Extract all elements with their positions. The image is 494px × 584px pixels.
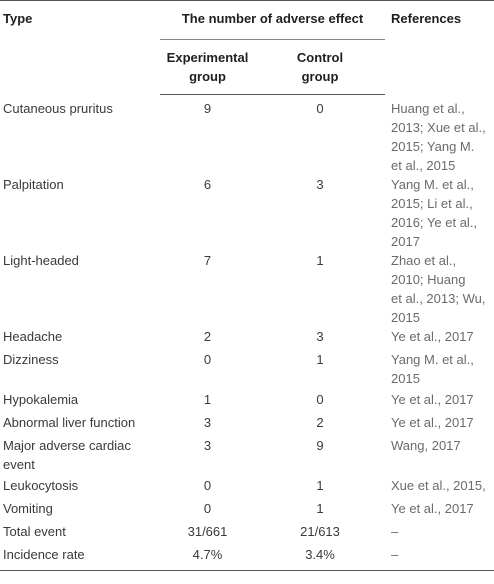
control-header-line1: Control bbox=[296, 50, 344, 65]
cell-experimental-count: 4.7% bbox=[160, 545, 255, 571]
cell-type: Vomiting bbox=[3, 500, 53, 516]
table-row bbox=[0, 350, 494, 390]
column-header-adverse-effect-count: The number of adverse effect bbox=[160, 1, 385, 40]
cell-references bbox=[385, 413, 494, 436]
experimental-header-line1: Experimental bbox=[166, 50, 249, 65]
cell-control-count: 9 bbox=[316, 437, 324, 453]
reference-line: et al., 2013; Wu, bbox=[391, 290, 486, 306]
reference-line: Ye et al., 2017 bbox=[391, 500, 474, 516]
cell-references bbox=[385, 175, 494, 251]
reference-line: Ye et al., 2017 bbox=[391, 328, 474, 344]
experimental-header-line2: group bbox=[189, 69, 226, 84]
cell-experimental-count: 9 bbox=[203, 101, 212, 116]
reference-line: 2015; Yang M. bbox=[391, 138, 475, 154]
cell-experimental-count: 0 bbox=[203, 351, 212, 367]
table-row bbox=[0, 413, 494, 436]
column-header-type: Type bbox=[0, 1, 160, 95]
cell-type: Leukocytosis bbox=[3, 477, 79, 493]
cell-control-count: 2 bbox=[316, 414, 324, 430]
reference-line: 2017 bbox=[391, 233, 420, 249]
column-header-references: References bbox=[385, 1, 494, 95]
cell-type-line: Major adverse cardiac bbox=[3, 437, 131, 453]
cell-control-count: 3 bbox=[316, 176, 324, 192]
table-header bbox=[0, 1, 494, 95]
reference-line: 2015 bbox=[391, 309, 420, 325]
reference-line: Ye et al., 2017 bbox=[391, 414, 474, 430]
table-row bbox=[0, 327, 494, 350]
cell-control-count: 3 bbox=[316, 328, 324, 344]
cell-experimental-count: 0 bbox=[203, 500, 212, 516]
reference-line: – bbox=[391, 523, 399, 539]
cell-references bbox=[385, 390, 494, 413]
table-row bbox=[0, 545, 494, 571]
cell-type bbox=[0, 436, 160, 476]
reference-line: et al., 2015 bbox=[391, 157, 456, 173]
cell-control-count: 1 bbox=[316, 252, 324, 268]
cell-references bbox=[385, 545, 494, 571]
cell-references bbox=[385, 327, 494, 350]
cell-type: Total event bbox=[3, 523, 66, 539]
reference-line: Xue et al., 2015, bbox=[391, 477, 486, 493]
cell-control-count: 1 bbox=[316, 477, 324, 493]
cell-references bbox=[385, 95, 494, 175]
cell-control-count: 1 bbox=[316, 351, 324, 367]
reference-line: – bbox=[391, 546, 399, 562]
reference-line: Yang M. et al., bbox=[391, 351, 474, 367]
cell-control-count: 0 bbox=[316, 391, 324, 407]
reference-line: Zhao et al., bbox=[391, 252, 457, 268]
table-row bbox=[0, 476, 494, 499]
cell-type: Abnormal liver function bbox=[3, 414, 136, 430]
cell-experimental-count: 31/661 bbox=[187, 523, 228, 539]
cell-control-count: 0 bbox=[316, 101, 324, 116]
cell-control-count: 21/613 bbox=[300, 523, 340, 539]
column-header-control-group bbox=[255, 40, 385, 95]
cell-type: Palpitation bbox=[3, 176, 64, 192]
cell-references bbox=[385, 476, 494, 499]
reference-line: 2015; Li et al., bbox=[391, 195, 473, 211]
cell-type: Cutaneous pruritus bbox=[3, 100, 113, 116]
cell-references bbox=[385, 251, 494, 327]
cell-control-count: 3.4% bbox=[255, 545, 385, 571]
reference-line: 2016; Ye et al., bbox=[391, 214, 478, 230]
reference-line: Huang et al., bbox=[391, 100, 465, 116]
cell-experimental-count: 2 bbox=[203, 328, 212, 344]
cell-experimental-count: 0 bbox=[203, 477, 212, 493]
column-header-experimental-group bbox=[160, 40, 255, 95]
cell-references bbox=[385, 436, 494, 476]
cell-type: Incidence rate bbox=[0, 545, 160, 571]
reference-line: 2013; Xue et al., bbox=[391, 119, 486, 135]
reference-line: Yang M. et al., bbox=[391, 176, 474, 192]
control-header-line2: group bbox=[301, 69, 339, 84]
cell-references bbox=[385, 350, 494, 390]
cell-experimental-count: 6 bbox=[203, 176, 212, 192]
cell-type: Headache bbox=[3, 328, 63, 344]
cell-type: Light-headed bbox=[3, 252, 79, 268]
reference-line: Wang, 2017 bbox=[391, 437, 461, 453]
reference-line: 2010; Huang bbox=[391, 271, 466, 287]
table-row bbox=[0, 175, 494, 251]
cell-experimental-count: 3 bbox=[203, 414, 212, 430]
table-row bbox=[0, 251, 494, 327]
cell-experimental-count: 7 bbox=[203, 252, 212, 268]
cell-references bbox=[385, 499, 494, 522]
reference-line: 2015 bbox=[391, 370, 420, 386]
cell-type: Dizziness bbox=[3, 351, 59, 367]
cell-experimental-count: 1 bbox=[203, 391, 212, 407]
cell-type: Hypokalemia bbox=[3, 391, 79, 407]
table-row bbox=[0, 95, 494, 175]
cell-control-count: 1 bbox=[316, 500, 324, 516]
cell-experimental-count: 3 bbox=[203, 437, 212, 453]
table-row bbox=[0, 499, 494, 522]
reference-line: Ye et al., 2017 bbox=[391, 391, 474, 407]
cell-type-line: event bbox=[3, 456, 35, 472]
table-body bbox=[0, 95, 494, 571]
table-row bbox=[0, 522, 494, 545]
table-row bbox=[0, 390, 494, 413]
cell-references bbox=[385, 522, 494, 545]
table-row bbox=[0, 436, 494, 476]
